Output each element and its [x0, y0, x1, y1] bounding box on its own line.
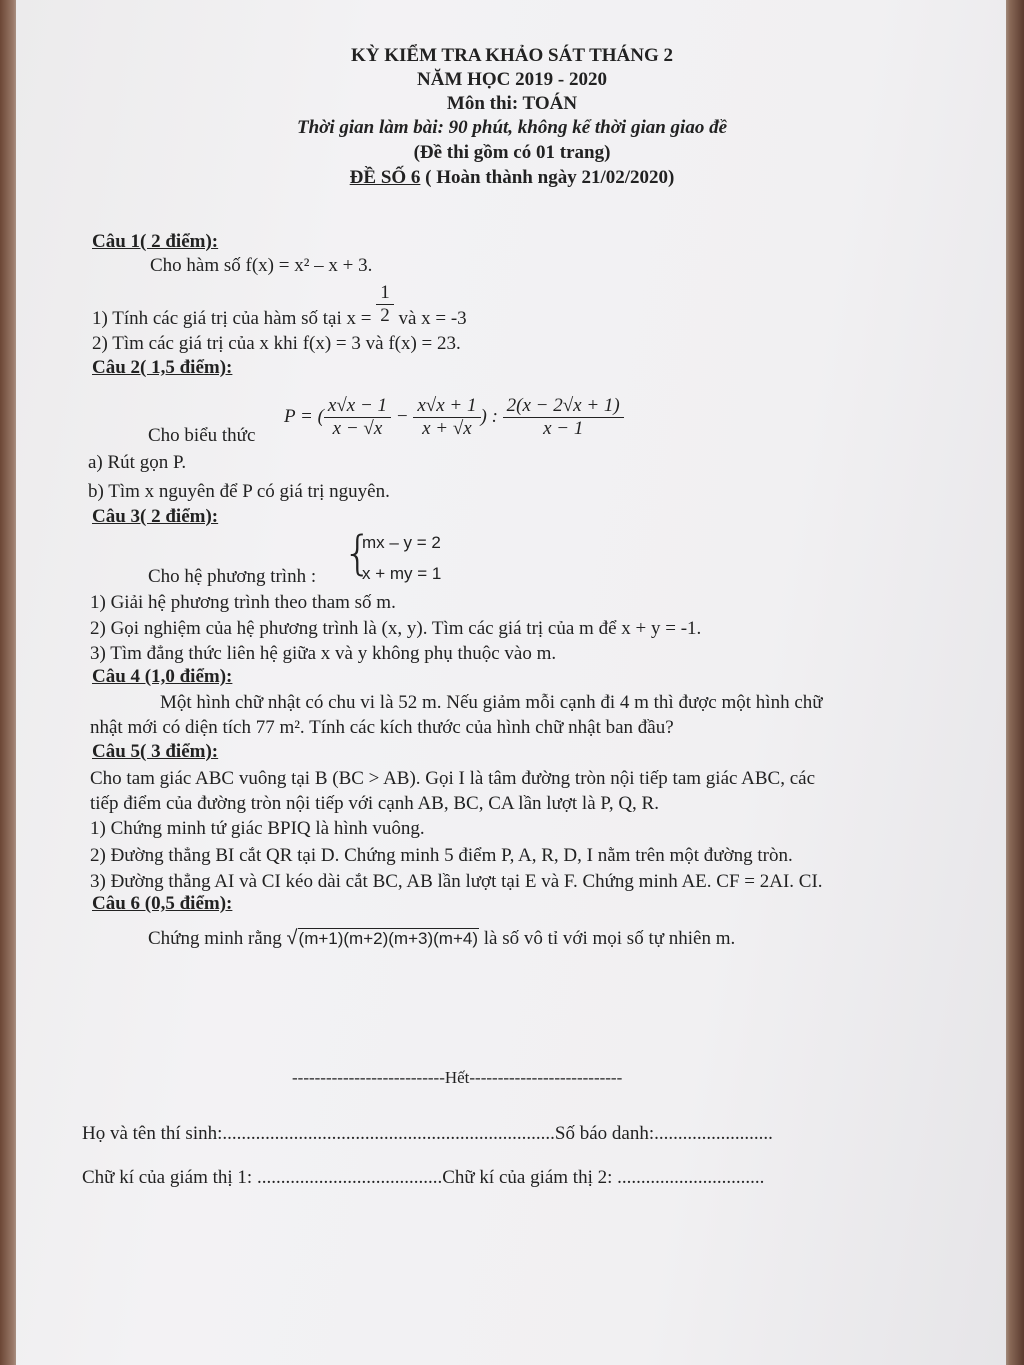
q2-intro: Cho biểu thức [148, 425, 256, 446]
expr-p: P = ( [284, 406, 324, 427]
q2-heading-text: Câu 2( 1,5 điểm): [92, 357, 233, 378]
subject: Môn thi: TOÁN [446, 93, 578, 114]
expr-minus: − [395, 406, 409, 427]
q6-radicand: (m+1)(m+2)(m+3)(m+4) [298, 929, 478, 948]
q5-part1: 1) Chứng minh tứ giác BPIQ là hình vuông. [90, 818, 425, 839]
q4-line2: nhật mới có diện tích 77 m². Tính các kích thước của hình chữ nhật ban đầu? [90, 717, 674, 738]
q1-heading-text: Câu 1( 2 điểm): [92, 231, 219, 252]
q1-part1-a: 1) Tính các giá trị của hàm số tại x = [92, 308, 377, 329]
q4-line1: Một hình chữ nhật có chu vi là 52 m. Nếu giảm mỗi cạnh đi 4 m thì được một hình chữ [160, 692, 823, 713]
q5-heading [92, 740, 218, 764]
frac-3 [503, 395, 624, 440]
q6-text-b: là số vô tỉ với mọi số tự nhiên m. [479, 928, 736, 949]
half-den: 2 [380, 305, 390, 326]
q5-line1: Cho tam giác ABC vuông tại B (BC > AB). Gọi I là tâm đường tròn nội tiếp tam giác ABC, các [90, 768, 816, 789]
proctor2-label: Chữ kí của giám thị 2: [442, 1167, 618, 1188]
q2-part-a: a) Rút gọn P. [88, 452, 187, 473]
q5-line2: tiếp điểm của đường tròn nội tiếp với cạnh AB, BC, CA lần lượt là P, Q, R. [90, 793, 659, 814]
q4-heading-text: Câu 4 (1,0 điểm): [92, 666, 233, 687]
frac-1 [324, 395, 391, 440]
expr-div: ) : [480, 406, 498, 427]
q4-heading [92, 665, 232, 689]
signature-line [82, 1166, 764, 1190]
q3-part2: 2) Gọi nghiệm của hệ phương trình là (x, y). Tìm các giá trị của m để x + y = -1. [90, 618, 702, 639]
q6-text-a: Chứng minh rằng [148, 928, 287, 949]
candidate-name-label: Họ và tên thí sinh: [82, 1123, 223, 1144]
q3-eq2: x + my = 1 [362, 564, 442, 583]
school-year: NĂM HỌC 2019 - 2020 [417, 69, 607, 90]
frac-1-den: x − √x [332, 418, 383, 440]
system-brace: { [343, 526, 373, 580]
q5-heading-text: Câu 5( 3 điểm): [92, 741, 219, 762]
q1-part1-b: và x = -3 [393, 308, 467, 329]
half-num: 1 [376, 282, 394, 305]
proctor2-field: ............................... [617, 1167, 765, 1188]
fraction-one-half [376, 282, 394, 327]
candidate-number-field: ......................... [654, 1123, 773, 1144]
q5-part2: 2) Đường thẳng BI cắt QR tại D. Chứng minh 5 điểm P, A, R, D, I nằm trên một đường tròn. [90, 845, 793, 866]
frac-2 [413, 395, 480, 440]
sqrt-sign: √ [286, 927, 298, 949]
exam-code-label: ĐỀ SỐ 6 [349, 167, 421, 188]
q3-heading [92, 505, 218, 529]
q3-eq1: mx – y = 2 [362, 533, 441, 552]
page-count: (Đề thi gồm có 01 trang) [413, 142, 611, 163]
q1-intro: Cho hàm số f(x) = x² – x + 3. [150, 255, 373, 276]
frac-2-den: x + √x [422, 418, 472, 440]
q1-part2: 2) Tìm các giá trị của x khi f(x) = 3 và f(x) = 23. [92, 333, 461, 354]
candidate-name-field: ...................................................................... [222, 1123, 555, 1144]
q5-part3: 3) Đường thẳng AI và CI kéo dài cắt BC, AB lần lượt tại E và F. Chứng minh AE. CF = 2AI. CI. [90, 871, 823, 892]
q6-text [148, 926, 735, 951]
q3-part1: 1) Giải hệ phương trình theo tham số m. [90, 592, 396, 613]
frac-3-den: x − 1 [543, 418, 584, 440]
q1-heading [92, 230, 218, 254]
q3-intro: Cho hệ phương trình : [148, 566, 317, 587]
frac-2-num: x√x + 1 [413, 395, 480, 418]
candidate-number-label: Số báo danh: [554, 1123, 655, 1144]
end-marker: ---------------------------Hết--------------------------- [292, 1068, 623, 1087]
proctor1-label: Chữ kí của giám thị 1: [82, 1167, 257, 1188]
q2-part-b: b) Tìm x nguyên để P có giá trị nguyên. [88, 481, 390, 502]
q6-heading [92, 892, 232, 916]
q3-heading-text: Câu 3( 2 điểm): [92, 506, 219, 527]
candidate-line [82, 1122, 773, 1146]
exam-title: KỲ KIỂM TRA KHẢO SÁT THÁNG 2 [350, 45, 673, 66]
proctor1-field: ....................................... [256, 1167, 443, 1188]
frac-3-num: 2(x − 2√x + 1) [503, 395, 624, 418]
q3-part3: 3) Tìm đẳng thức liên hệ giữa x và y không phụ thuộc vào m. [90, 643, 557, 664]
q1-part1 [92, 282, 467, 332]
time-limit: Thời gian làm bài: 90 phút, không kể thời gian giao đề [296, 117, 727, 138]
frac-1-num: x√x − 1 [324, 395, 391, 418]
q2-expression [284, 388, 624, 446]
q2-heading [92, 356, 232, 380]
exam-code [0, 166, 1024, 190]
q6-heading-text: Câu 6 (0,5 điểm): [92, 893, 233, 914]
exam-code-date: ( Hoàn thành ngày 21/02/2020) [420, 167, 675, 188]
